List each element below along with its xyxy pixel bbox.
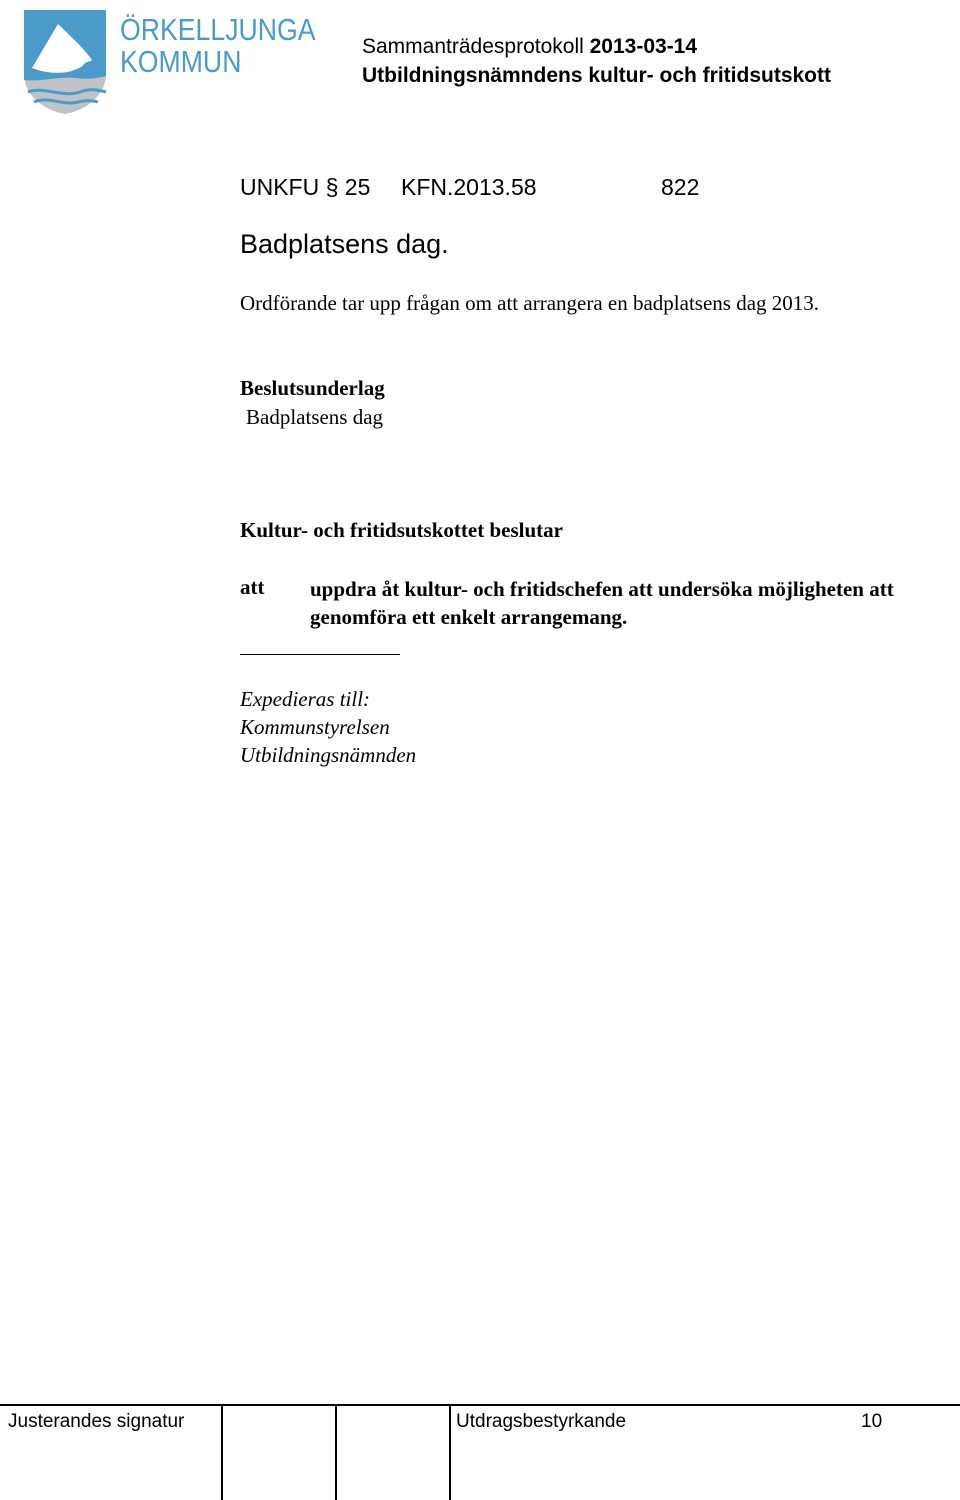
distribution-recipient: Utbildningsnämnden bbox=[240, 743, 417, 767]
protocol-type: Sammanträdesprotokoll bbox=[362, 35, 584, 58]
beslutsunderlag-heading: Beslutsunderlag bbox=[240, 376, 385, 400]
page-title: Badplatsens dag. bbox=[240, 229, 449, 259]
municipality-logo bbox=[18, 6, 316, 118]
extract-label: Utdragsbestyrkande bbox=[456, 1411, 627, 1432]
page-number: 10 bbox=[861, 1411, 883, 1432]
beslutsunderlag-item: Badplatsens dag bbox=[246, 405, 384, 429]
signature-label: Justerandes signatur bbox=[8, 1411, 185, 1432]
logo-subname: KOMMUN bbox=[120, 44, 242, 79]
paragraph-number: UNKFU § 25 bbox=[240, 174, 371, 200]
separator-line bbox=[240, 654, 400, 655]
protocol-header bbox=[362, 35, 697, 59]
footer-divider bbox=[449, 1406, 451, 1500]
distribution-heading: Expedieras till: bbox=[240, 687, 371, 711]
case-dnr: KFN.2013.58 bbox=[401, 174, 537, 200]
logo-name: ÖRKELLJUNGA bbox=[120, 12, 316, 47]
case-number: 822 bbox=[661, 174, 700, 200]
intro-text: Ordförande tar upp frågan om att arrangera en badplatsens dag 2013. bbox=[240, 291, 820, 315]
signature-footer bbox=[0, 1404, 960, 1500]
decision-heading: Kultur- och fritidsutskottet beslutar bbox=[240, 518, 563, 542]
distribution-recipient: Kommunstyrelsen bbox=[240, 715, 390, 739]
footer-divider bbox=[335, 1406, 337, 1500]
decision-label: att bbox=[240, 575, 265, 599]
committee-name: Utbildningsnämndens kultur- och fritidsutskott bbox=[362, 64, 831, 87]
footer-divider bbox=[221, 1406, 223, 1500]
protocol-date: 2013-03-14 bbox=[589, 35, 698, 58]
decision-text: uppdra åt kultur- och fritidschefen att undersöka möjligheten att genomföra ett enkelt arrangemang. bbox=[310, 577, 894, 629]
coat-of-arms-icon bbox=[18, 6, 114, 118]
